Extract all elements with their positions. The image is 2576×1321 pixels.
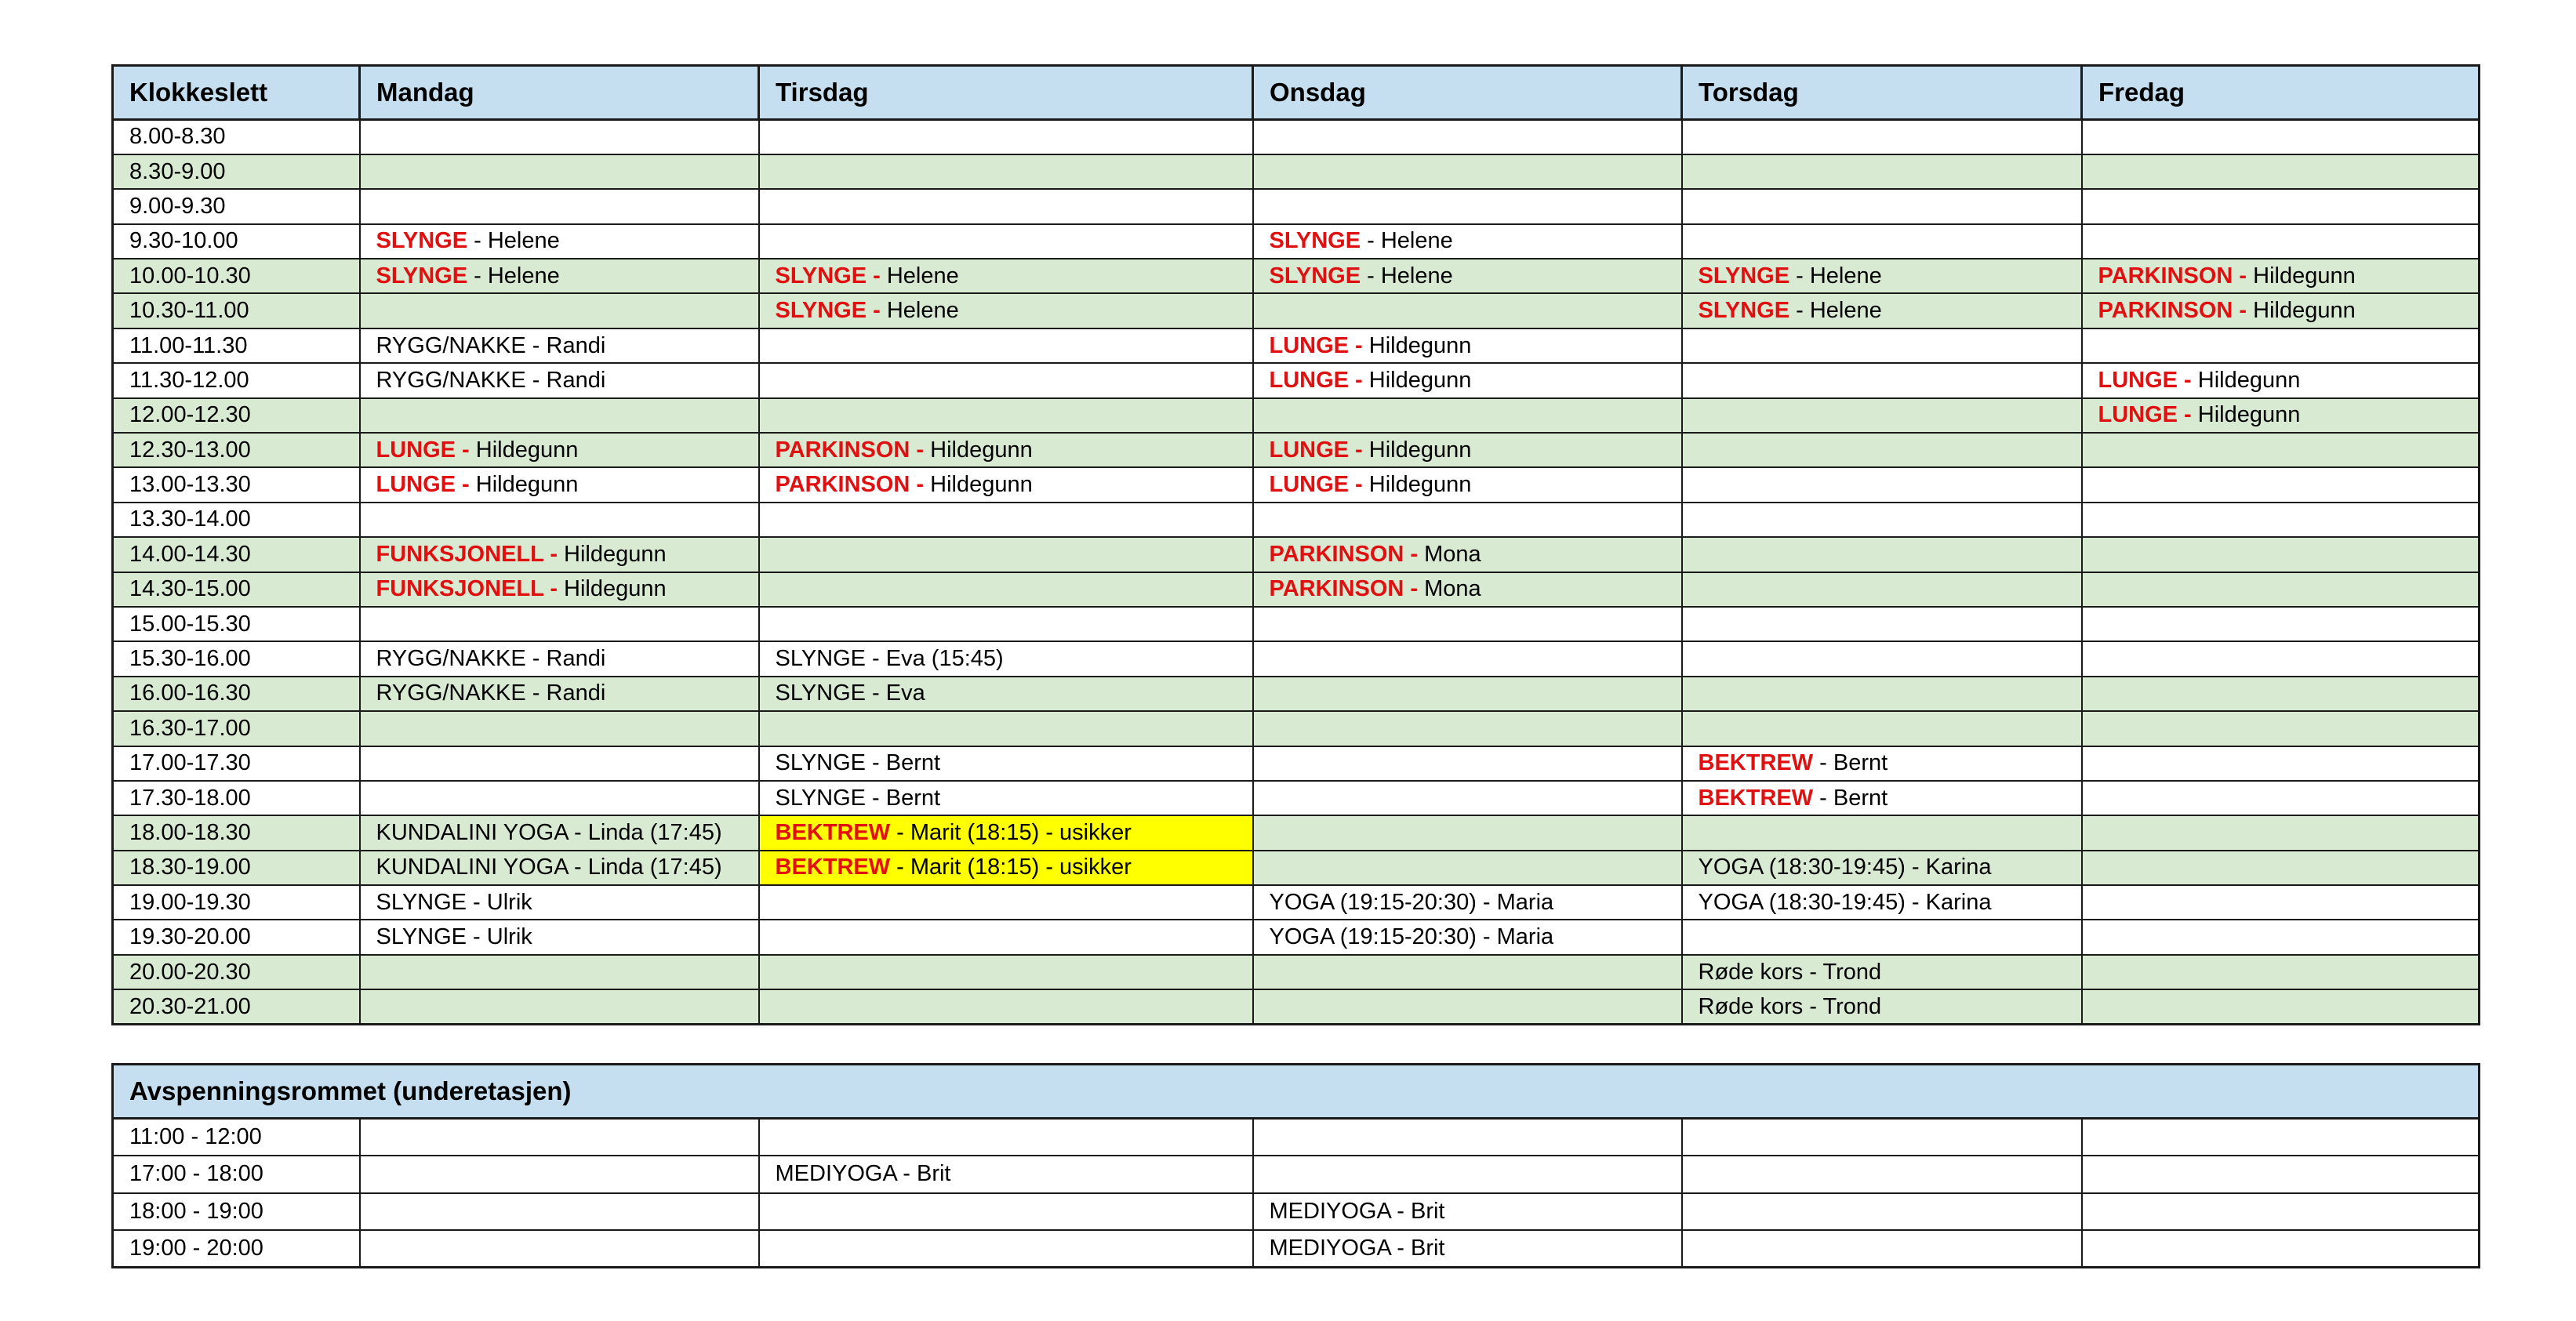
time-column-header: Klokkeslett (113, 66, 360, 120)
schedule-cell (360, 677, 759, 711)
schedule-cell (759, 641, 1253, 676)
schedule-cell (360, 189, 759, 223)
schedule-cell (360, 746, 759, 781)
room-cell (1253, 1119, 1682, 1156)
schedule-cell (759, 851, 1253, 885)
schedule-cell (360, 259, 759, 293)
schedule-cell (2082, 398, 2480, 433)
schedule-cell (1682, 503, 2082, 537)
schedule-cell (1253, 711, 1682, 746)
schedule-cell (1682, 120, 2082, 154)
room-cell (1253, 1230, 1682, 1268)
schedule-cell (1253, 537, 1682, 572)
schedule-cell (360, 781, 759, 815)
room-cell (759, 1230, 1253, 1268)
activity-name: LUNGE - (376, 472, 476, 498)
schedule-cell (2082, 363, 2480, 397)
schedule-cell (360, 607, 759, 641)
schedule-row (113, 154, 2480, 189)
activity-text: YOGA (18:30-19:45) - Karina (1698, 889, 1992, 915)
time-slot: 18.30-19.00 (113, 851, 360, 885)
schedule-cell (2082, 815, 2480, 850)
schedule-cell (1682, 781, 2082, 815)
room-cell (1682, 1156, 2082, 1193)
schedule-cell (2082, 885, 2480, 920)
schedule-cell (1253, 363, 1682, 397)
schedule-cell (759, 815, 1253, 850)
time-slot: 8.00-8.30 (113, 120, 360, 154)
schedule-row (113, 641, 2480, 676)
schedule-cell (1682, 537, 2082, 572)
time-slot: 11.00-11.30 (113, 328, 360, 363)
schedule-cell (759, 224, 1253, 259)
schedule-row (113, 467, 2480, 502)
schedule-row (113, 293, 2480, 328)
schedule-cell (1253, 259, 1682, 293)
activity-name: LUNGE - (1269, 367, 1369, 393)
activity-text: YOGA (18:30-19:45) - Karina (1698, 855, 1992, 880)
schedule-cell (1682, 328, 2082, 363)
schedule-cell (1682, 989, 2082, 1024)
schedule-cell (759, 746, 1253, 781)
schedule-cell (1682, 885, 2082, 920)
schedule-cell (2082, 572, 2480, 607)
schedule-cell (360, 224, 759, 259)
time-slot: 20.00-20.30 (113, 955, 360, 989)
schedule-cell (2082, 154, 2480, 189)
schedule-cell (360, 572, 759, 607)
schedule-cell (2082, 120, 2480, 154)
instructor-name: Hildegunn (1368, 437, 1472, 463)
schedule-cell (2082, 259, 2480, 293)
schedule-cell (1682, 398, 2082, 433)
schedule-cell (1253, 607, 1682, 641)
activity-name: PARKINSON - (2098, 298, 2254, 324)
schedule-row (113, 955, 2480, 989)
schedule-cell (2082, 607, 2480, 641)
day-column-header: Torsdag (1682, 66, 2082, 120)
schedule-cell (1682, 851, 2082, 885)
time-slot: 13.30-14.00 (113, 503, 360, 537)
instructor-name: Hildegunn (1368, 472, 1472, 498)
schedule-cell (360, 328, 759, 363)
schedule-cell (1682, 607, 2082, 641)
schedule-cell (759, 467, 1253, 502)
schedule-row (113, 677, 2480, 711)
schedule-row (113, 503, 2480, 537)
activity-text: KUNDALINI YOGA - Linda (17:45) (376, 820, 722, 845)
room-cell (1682, 1193, 2082, 1231)
instructor-name: Hildegunn (2197, 367, 2301, 393)
activity-text: Røde kors - Trond (1698, 993, 1882, 1019)
schedule-cell (2082, 641, 2480, 676)
schedule-header-row (113, 66, 2480, 120)
activity-name: FUNKSJONELL - (376, 576, 565, 602)
schedule-cell (1253, 641, 1682, 676)
activity-text: MEDIYOGA - Brit (775, 1161, 951, 1187)
room-cell (360, 1119, 759, 1156)
instructor-name: - Helene (1361, 263, 1453, 289)
schedule-row (113, 920, 2480, 954)
schedule-cell (1682, 293, 2082, 328)
instructor-name: Helene (886, 263, 959, 289)
schedule-cell (1253, 120, 1682, 154)
activity-text: RYGG/NAKKE - Randi (376, 680, 606, 706)
schedule-table (111, 64, 2480, 1025)
schedule-cell (759, 328, 1253, 363)
activity-name: SLYNGE (1269, 263, 1361, 289)
time-slot: 16.30-17.00 (113, 711, 360, 746)
activity-name: FUNKSJONELL - (376, 541, 565, 567)
activity-text: MEDIYOGA - Brit (1269, 1236, 1445, 1261)
room-cell (2082, 1193, 2480, 1231)
schedule-cell (360, 537, 759, 572)
instructor-name: - Bernt (1813, 750, 1888, 776)
schedule-cell (759, 572, 1253, 607)
schedule-cell (759, 920, 1253, 954)
time-slot: 13.00-13.30 (113, 467, 360, 502)
schedule-cell (1682, 572, 2082, 607)
instructor-name: Hildegunn (930, 472, 1033, 498)
schedule-cell (1682, 641, 2082, 676)
schedule-cell (2082, 746, 2480, 781)
activity-name: LUNGE - (2098, 402, 2198, 428)
schedule-cell (2082, 467, 2480, 502)
schedule-cell (2082, 851, 2480, 885)
schedule-cell (1682, 955, 2082, 989)
schedule-cell (759, 781, 1253, 815)
room-cell (2082, 1119, 2480, 1156)
activity-name: BEKTREW (1698, 750, 1814, 776)
schedule-cell (1253, 815, 1682, 850)
activity-name: BEKTREW (1698, 785, 1814, 811)
schedule-cell (1253, 572, 1682, 607)
schedule-cell (2082, 711, 2480, 746)
room-cell (2082, 1230, 2480, 1268)
activity-text: YOGA (19:15-20:30) - Maria (1269, 924, 1554, 950)
schedule-row (113, 711, 2480, 746)
schedule-cell (1682, 815, 2082, 850)
instructor-name: Hildegunn (1368, 367, 1472, 393)
schedule-row (113, 120, 2480, 154)
schedule-cell (360, 920, 759, 954)
activity-name: PARKINSON - (1269, 576, 1425, 602)
schedule-cell (759, 955, 1253, 989)
schedule-cell (1682, 677, 2082, 711)
schedule-cell (360, 851, 759, 885)
time-slot: 18.00-18.30 (113, 815, 360, 850)
schedule-row (113, 885, 2480, 920)
schedule-cell (759, 537, 1253, 572)
schedule-cell (2082, 224, 2480, 259)
schedule-cell (360, 503, 759, 537)
schedule-row (113, 259, 2480, 293)
schedule-cell (759, 433, 1253, 467)
schedule-cell (1253, 677, 1682, 711)
room-row (113, 1230, 2480, 1268)
room-cell (1682, 1119, 2082, 1156)
activity-name: PARKINSON - (775, 437, 931, 463)
schedule-cell (360, 293, 759, 328)
day-column-header: Tirsdag (759, 66, 1253, 120)
schedule-cell (759, 154, 1253, 189)
schedule-cell (2082, 433, 2480, 467)
day-column-header: Fredag (2082, 66, 2480, 120)
activity-text: KUNDALINI YOGA - Linda (17:45) (376, 855, 722, 880)
instructor-name: Hildegunn (2253, 263, 2356, 289)
instructor-name: - Helene (1361, 228, 1453, 254)
instructor-name: Helene (886, 298, 959, 324)
schedule-cell (2082, 328, 2480, 363)
schedule-cell (360, 815, 759, 850)
time-slot: 10.30-11.00 (113, 293, 360, 328)
schedule-cell (2082, 955, 2480, 989)
schedule-cell (1253, 328, 1682, 363)
schedule-row (113, 363, 2480, 397)
schedule-cell (360, 363, 759, 397)
activity-name: BEKTREW (775, 855, 891, 880)
relaxation-room-table (111, 1063, 2480, 1268)
schedule-cell (2082, 989, 2480, 1024)
activity-text: RYGG/NAKKE - Randi (376, 646, 606, 672)
instructor-name: Hildegunn (1368, 332, 1472, 358)
activity-text: YOGA (19:15-20:30) - Maria (1269, 889, 1554, 915)
schedule-cell (360, 989, 759, 1024)
room-row (113, 1156, 2480, 1193)
schedule-cell (360, 433, 759, 467)
time-slot: 11:00 - 12:00 (113, 1119, 360, 1156)
activity-name: SLYNGE (1698, 263, 1790, 289)
activity-name: LUNGE - (1269, 437, 1369, 463)
activity-text: RYGG/NAKKE - Randi (376, 367, 606, 393)
schedule-cell (1253, 154, 1682, 189)
schedule-cell (360, 641, 759, 676)
instructor-name: - Helene (467, 228, 560, 254)
schedule-row (113, 851, 2480, 885)
time-slot: 14.30-15.00 (113, 572, 360, 607)
instructor-name: Hildegunn (2253, 298, 2356, 324)
schedule-cell (759, 503, 1253, 537)
schedule-cell (759, 989, 1253, 1024)
room-cell (360, 1230, 759, 1268)
room-cell (759, 1119, 1253, 1156)
schedule-row (113, 398, 2480, 433)
room-cell (1253, 1156, 1682, 1193)
instructor-name: - Helene (1789, 263, 1882, 289)
schedule-cell (2082, 189, 2480, 223)
room-cell (360, 1193, 759, 1231)
schedule-cell (360, 711, 759, 746)
schedule-cell (759, 711, 1253, 746)
day-column-header: Mandag (360, 66, 759, 120)
schedule-cell (360, 955, 759, 989)
schedule-cell (1253, 955, 1682, 989)
time-slot: 19.30-20.00 (113, 920, 360, 954)
instructor-name: Hildegunn (2197, 402, 2301, 428)
schedule-cell (759, 885, 1253, 920)
activity-text: RYGG/NAKKE - Randi (376, 332, 606, 358)
activity-name: SLYNGE (376, 228, 468, 254)
room-cell (1682, 1230, 2082, 1268)
room-cell (759, 1156, 1253, 1193)
time-slot: 9.00-9.30 (113, 189, 360, 223)
schedule-cell (1682, 920, 2082, 954)
room-row (113, 1193, 2480, 1231)
schedule-row (113, 189, 2480, 223)
schedule-cell (2082, 293, 2480, 328)
schedule-row (113, 224, 2480, 259)
time-slot: 17.00-17.30 (113, 746, 360, 781)
activity-name: LUNGE - (1269, 472, 1369, 498)
schedule-cell (2082, 503, 2480, 537)
schedule-cell (759, 607, 1253, 641)
schedule-cell (1253, 920, 1682, 954)
room-cell (759, 1193, 1253, 1231)
schedule-cell (1253, 781, 1682, 815)
schedule-cell (1682, 224, 2082, 259)
activity-name: LUNGE - (376, 437, 476, 463)
schedule-row (113, 537, 2480, 572)
schedule-cell (1253, 851, 1682, 885)
schedule-cell (1253, 885, 1682, 920)
activity-name: SLYNGE - (775, 263, 887, 289)
schedule-cell (1253, 989, 1682, 1024)
activity-name: PARKINSON - (1269, 541, 1425, 567)
schedule-cell (2082, 537, 2480, 572)
room-row (113, 1119, 2480, 1156)
schedule-cell (360, 885, 759, 920)
time-slot: 19:00 - 20:00 (113, 1230, 360, 1268)
day-column-header: Onsdag (1253, 66, 1682, 120)
activity-text: Røde kors - Trond (1698, 959, 1882, 985)
time-slot: 15.00-15.30 (113, 607, 360, 641)
schedule-cell (1682, 154, 2082, 189)
schedule-cell (759, 120, 1253, 154)
relaxation-room-title: Avspenningsrommet (underetasjen) (113, 1065, 2480, 1119)
schedule-row (113, 433, 2480, 467)
activity-name: SLYNGE - (775, 298, 887, 324)
schedule-cell (1253, 503, 1682, 537)
schedule-cell (759, 293, 1253, 328)
schedule-cell (1253, 189, 1682, 223)
time-slot: 17:00 - 18:00 (113, 1156, 360, 1193)
time-slot: 19.00-19.30 (113, 885, 360, 920)
activity-name: SLYNGE (1269, 228, 1361, 254)
schedule-row (113, 815, 2480, 850)
activity-name: SLYNGE (1698, 298, 1790, 324)
time-slot: 9.30-10.00 (113, 224, 360, 259)
instructor-name: Hildegunn (475, 437, 579, 463)
schedule-cell (759, 259, 1253, 293)
activity-name: PARKINSON - (2098, 263, 2254, 289)
schedule-cell (1253, 467, 1682, 502)
activity-text: SLYNGE - Ulrik (376, 924, 532, 950)
instructor-name: Mona (1424, 541, 1481, 567)
instructor-name: Hildegunn (475, 472, 579, 498)
schedule-cell (360, 120, 759, 154)
activity-text: SLYNGE - Eva (775, 680, 925, 706)
schedule-cell (1682, 189, 2082, 223)
instructor-name: Hildegunn (564, 576, 667, 602)
activity-text: SLYNGE - Bernt (775, 750, 941, 776)
activity-name: PARKINSON - (775, 472, 931, 498)
time-slot: 18:00 - 19:00 (113, 1193, 360, 1231)
activity-text: SLYNGE - Eva (15:45) (775, 646, 1004, 672)
schedule-cell (759, 189, 1253, 223)
time-slot: 15.30-16.00 (113, 641, 360, 676)
room-cell (2082, 1156, 2480, 1193)
room-cell (1253, 1193, 1682, 1231)
time-slot: 11.30-12.00 (113, 363, 360, 397)
schedule-row (113, 989, 2480, 1024)
schedule-row (113, 328, 2480, 363)
instructor-name: - Marit (18:15) - usikker (890, 855, 1132, 880)
instructor-name: - Marit (18:15) - usikker (890, 820, 1132, 845)
time-slot: 12.00-12.30 (113, 398, 360, 433)
schedule-cell (1253, 746, 1682, 781)
activity-text: MEDIYOGA - Brit (1269, 1198, 1445, 1224)
schedule-cell (360, 398, 759, 433)
room-cell (360, 1156, 759, 1193)
schedule-cell (1682, 433, 2082, 467)
schedule-cell (1682, 746, 2082, 781)
schedule-cell (1253, 293, 1682, 328)
instructor-name: Hildegunn (930, 437, 1033, 463)
schedule-cell (360, 154, 759, 189)
time-slot: 10.00-10.30 (113, 259, 360, 293)
instructor-name: - Helene (1789, 298, 1882, 324)
schedule-cell (759, 398, 1253, 433)
time-slot: 8.30-9.00 (113, 154, 360, 189)
schedule-cell (1682, 467, 2082, 502)
instructor-name: Mona (1424, 576, 1481, 602)
schedule-row (113, 572, 2480, 607)
activity-text: SLYNGE - Ulrik (376, 889, 532, 915)
schedule-cell (1253, 224, 1682, 259)
schedule-cell (1253, 398, 1682, 433)
time-slot: 14.00-14.30 (113, 537, 360, 572)
activity-name: SLYNGE (376, 263, 468, 289)
schedule-row (113, 607, 2480, 641)
schedule-row (113, 746, 2480, 781)
schedule-cell (1682, 363, 2082, 397)
instructor-name: Hildegunn (564, 541, 667, 567)
schedule-cell (360, 467, 759, 502)
time-slot: 17.30-18.00 (113, 781, 360, 815)
schedule-cell (1682, 259, 2082, 293)
activity-text: SLYNGE - Bernt (775, 785, 941, 811)
time-slot: 12.30-13.00 (113, 433, 360, 467)
schedule-cell (1253, 433, 1682, 467)
schedule-cell (759, 677, 1253, 711)
schedule-cell (759, 363, 1253, 397)
time-slot: 16.00-16.30 (113, 677, 360, 711)
instructor-name: - Bernt (1813, 785, 1888, 811)
activity-name: LUNGE - (1269, 332, 1369, 358)
time-slot: 20.30-21.00 (113, 989, 360, 1024)
schedule-cell (2082, 677, 2480, 711)
schedule-cell (1682, 711, 2082, 746)
activity-name: BEKTREW (775, 820, 891, 845)
schedule-row (113, 781, 2480, 815)
schedule-cell (2082, 781, 2480, 815)
instructor-name: - Helene (467, 263, 560, 289)
activity-name: LUNGE - (2098, 367, 2198, 393)
schedule-cell (2082, 920, 2480, 954)
